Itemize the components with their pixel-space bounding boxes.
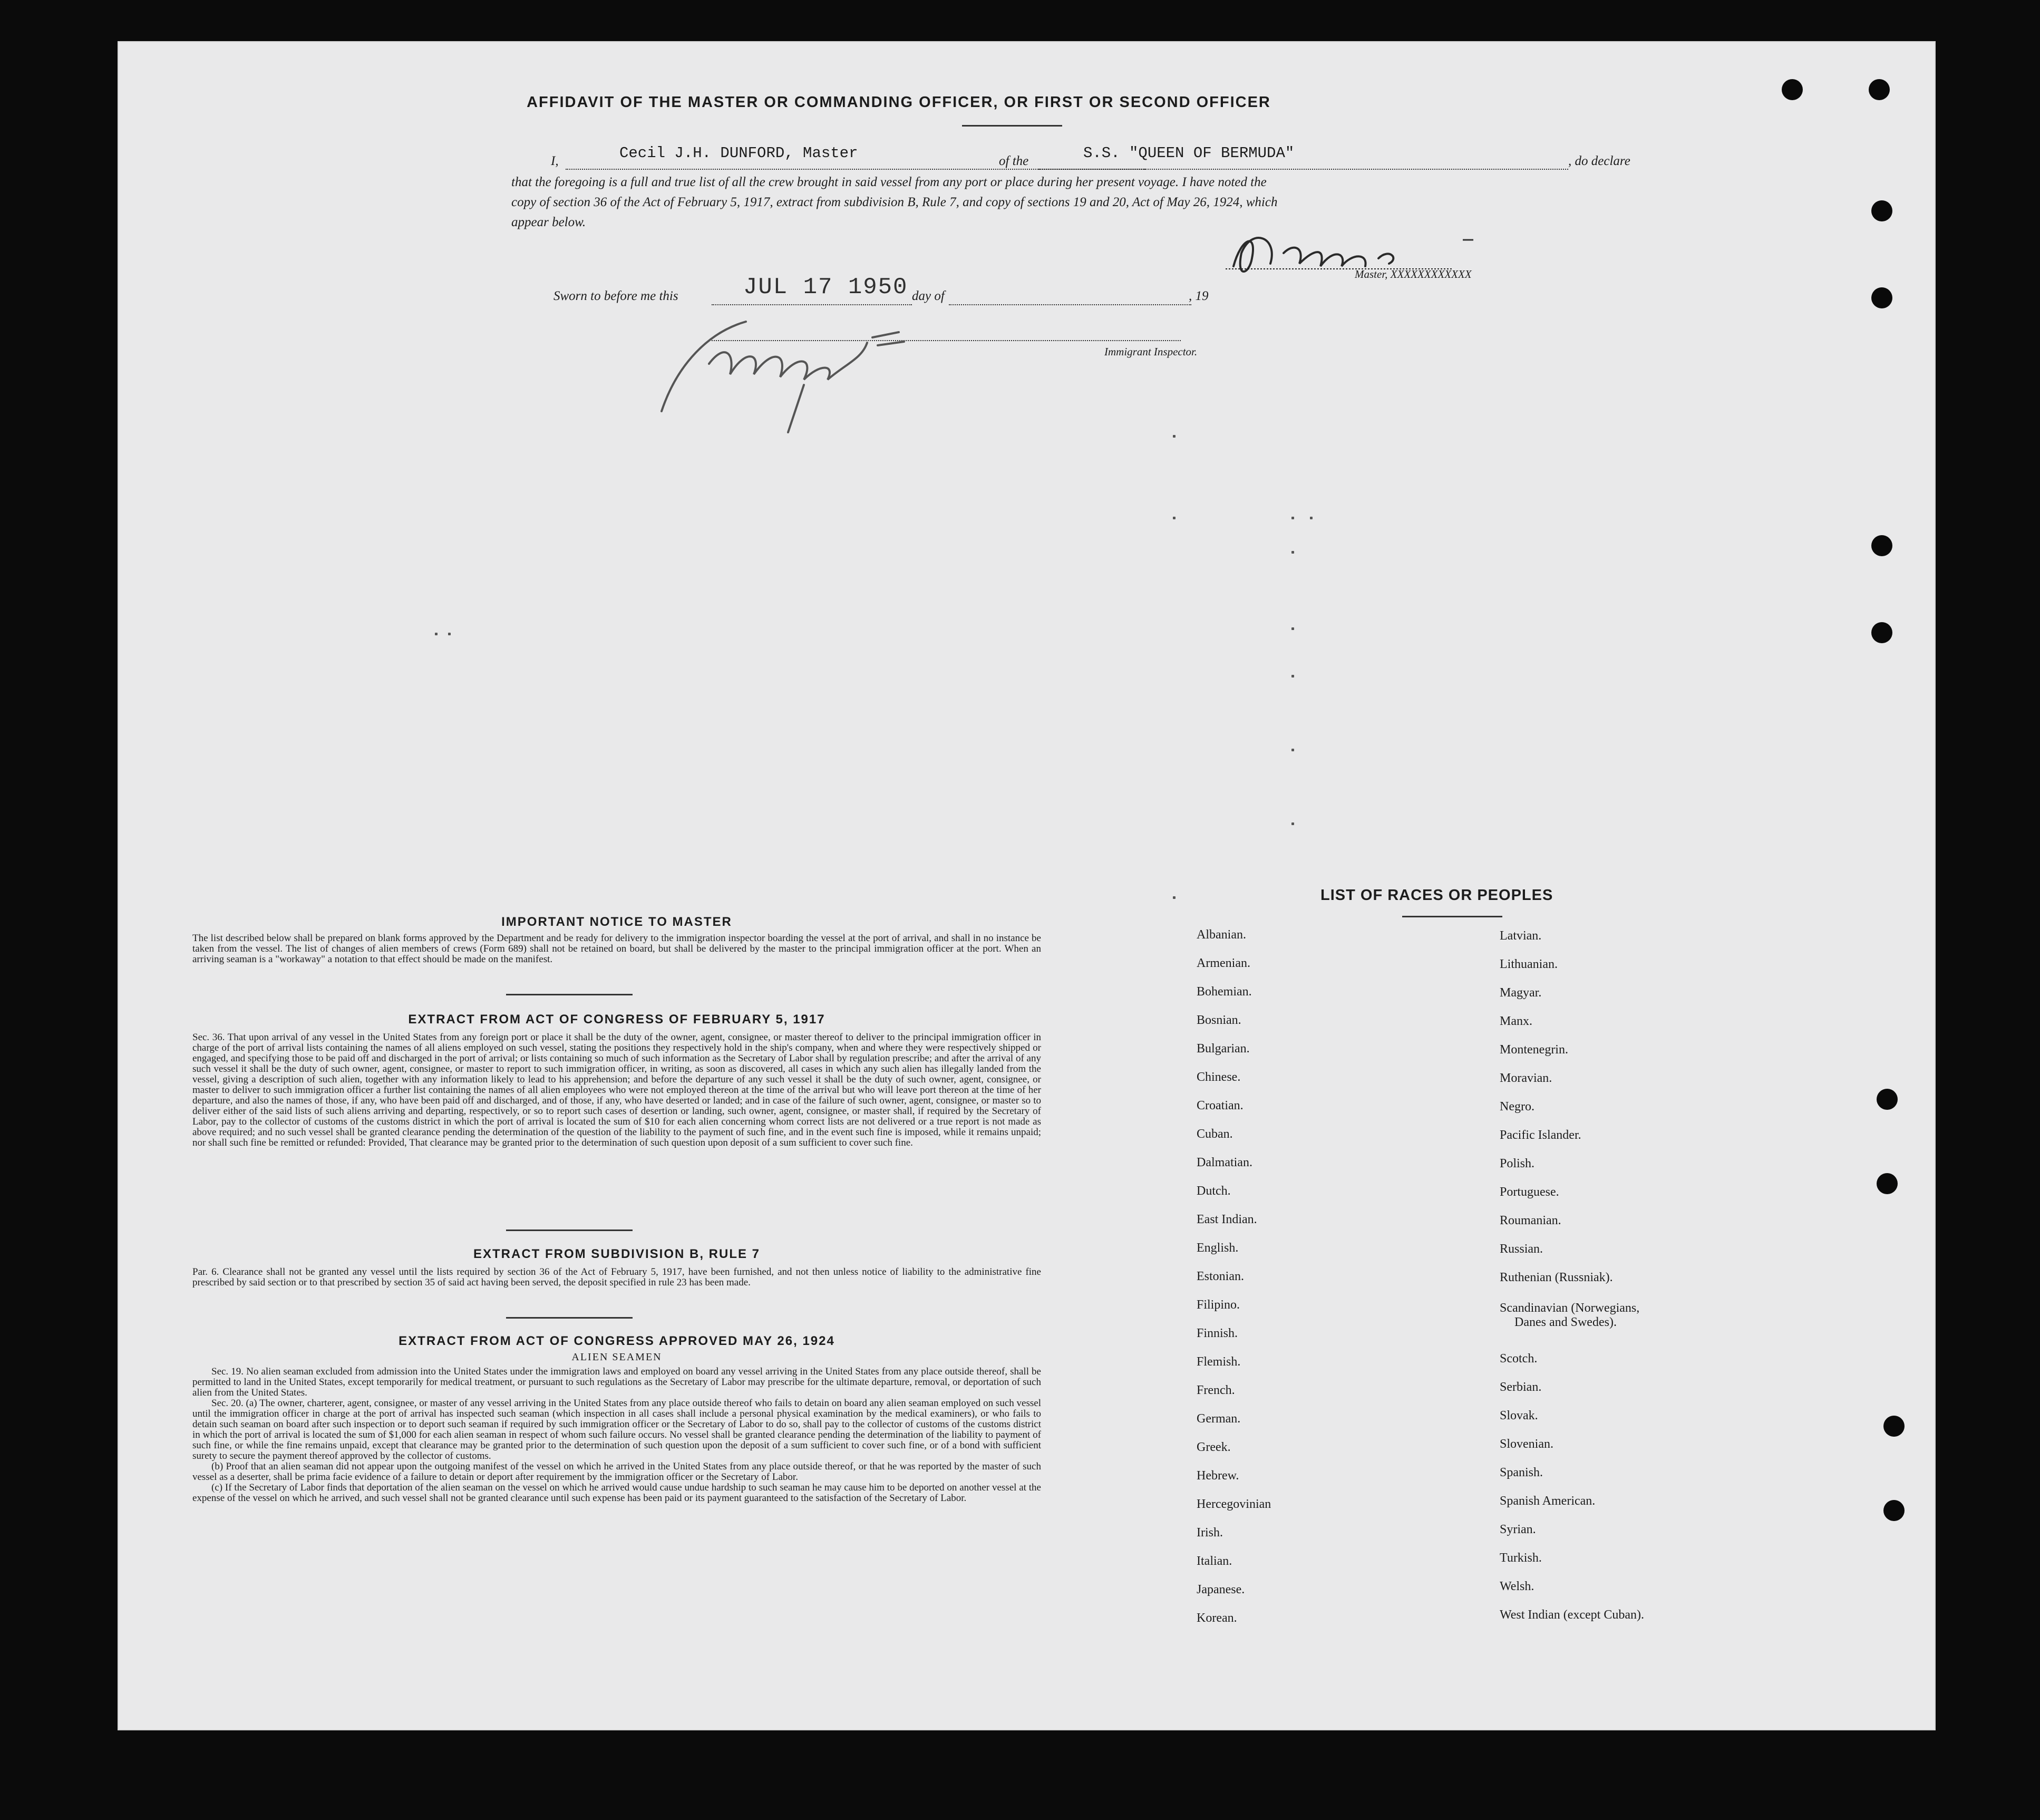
race-item: Bohemian.: [1197, 985, 1252, 999]
race-item: Serbian.: [1500, 1380, 1542, 1394]
race-item: Greek.: [1197, 1440, 1231, 1454]
month-line: [949, 304, 1191, 305]
do-declare-label: , do declare: [1568, 154, 1630, 168]
sec20c-text: (c) If the Secretary of Labor finds that deportation of the alien seaman on the vessel on which he arrived would cause undue hardship to such seaman he may cause him to be deported on another vessel at the expense of the vessel on which he arrived, and such vessel shall not be granted clearance until such expense has been paid or its payment guaranteed to the satisfaction of the Secretary of Labor.: [192, 1482, 1041, 1504]
vessel-name: S.S. "QUEEN OF BERMUDA": [1083, 144, 1295, 162]
act1924-body: [192, 1367, 1041, 1504]
race-item: Moravian.: [1500, 1071, 1552, 1085]
race-item: Filipino.: [1197, 1298, 1240, 1312]
punch-hole: [1871, 622, 1892, 643]
scan-mark: [1173, 896, 1176, 899]
race-item: Hebrew.: [1197, 1469, 1239, 1483]
sec19-text: Sec. 19. No alien seaman excluded from admission into the United States under the immigration laws and employed on board any vessel arriving in the United States from any place outside thereof, shall be permitted to land in the United States, except temporarily for medical treatment, or pursuant to such regulations as the Secretary of Labor may prescribe for the ultimate departure, removal, or deportation of such alien from the United States.: [192, 1366, 1041, 1398]
race-item: Korean.: [1197, 1611, 1237, 1625]
race-item: Bosnian.: [1197, 1013, 1241, 1027]
master-caption: Master, XXXXXXXXXXXX: [1355, 268, 1472, 280]
scan-mark: [435, 633, 438, 635]
declaration-line-3: appear below.: [511, 215, 586, 229]
race-item: Montenegrin.: [1500, 1043, 1568, 1057]
inspector-signature: [646, 301, 941, 438]
race-item: Bulgarian.: [1197, 1042, 1250, 1056]
race-item: English.: [1197, 1241, 1239, 1255]
date-stamp: JUL 17 1950: [743, 274, 908, 301]
punch-hole: [1877, 1089, 1898, 1110]
document-page: [119, 42, 1935, 1729]
sec20b-text: (b) Proof that an alien seaman did not appear upon the outgoing manifest of the vessel on which he arrived in the United States from any place outside thereof, or that he was reported by the master of such vessel as a deserter, shall be prima facie evidence of a failure to detain or deport after requirement by the immigration officer or the Secretary of Labor.: [192, 1461, 1041, 1483]
notice-heading: IMPORTANT NOTICE TO MASTER: [501, 915, 732, 929]
race-item: Danes and Swedes).: [1514, 1315, 1617, 1329]
race-item: Russian.: [1500, 1242, 1543, 1256]
affidavit-title: AFFIDAVIT OF THE MASTER OR COMMANDING OFFICER, OR FIRST OR SECOND OFFICER: [527, 94, 1271, 111]
declaration-line-2: copy of section 36 of the Act of February 5, 1917, extract from subdivision B, Rule 7, and copy of sections 19 and 20, Act of May 26, 1924, which: [511, 195, 1278, 209]
race-item: Welsh.: [1500, 1580, 1534, 1593]
scan-mark: [1291, 822, 1294, 825]
race-item: Spanish American.: [1500, 1494, 1596, 1508]
act1924-heading: EXTRACT FROM ACT OF CONGRESS APPROVED MAY 26, 1924: [399, 1334, 835, 1348]
race-item: East Indian.: [1197, 1213, 1257, 1226]
race-item: Latvian.: [1500, 929, 1542, 943]
scan-mark: [1173, 517, 1176, 519]
title-divider: [962, 125, 1062, 127]
race-item: Scotch.: [1500, 1352, 1538, 1366]
year-prefix: , 19: [1189, 289, 1209, 303]
race-item: Japanese.: [1197, 1583, 1245, 1596]
race-item: French.: [1197, 1383, 1235, 1397]
punch-hole: [1877, 1173, 1898, 1194]
scan-mark: [448, 633, 451, 635]
race-item: Finnish.: [1197, 1327, 1238, 1340]
master-name: Cecil J.H. DUNFORD, Master: [619, 144, 858, 162]
race-item: Chinese.: [1197, 1070, 1241, 1084]
rule7-text: Par. 6. Clearance shall not be granted any vessel until the lists required by section 36 of the Act of February 5, 1917, have been furnished, and not then unless notice of liability to the administrative fine prescribed by said section or to that prescribed by section 35 of said act having been served, the deposit specified in rule 23 has been made.: [192, 1266, 1041, 1288]
race-item: Italian.: [1197, 1554, 1232, 1568]
sec20a-text: Sec. 20. (a) The owner, charterer, agent, consignee, or master of any vessel arriving in the United States from any place outside thereof who fails to detain on board any alien seaman employed on such vessel until the immigration officer in charge at the port of arrival has inspected such seaman (which inspection in all cases shall include a personal physical examination by the medical examiners), or who fails to detain such seaman on board after such inspection or to deport such seaman if required by such immigration officer or the Secretary of Labor to do so, shall pay to the collector of customs of the customs district in which the port of arrival is located the sum of $1,000 for each alien seaman in respect of whom such failure occurs. No vessel shall be granted clearance pending the determination of the liability to payment of such fine, or while the fine remains unpaid, except that clearance may be granted prior to the determination of such question upon the deposit of a sum sufficient to cover such fine, or of a bond with sufficient surety to secure the payment thereof approved by the collector of customs.: [192, 1398, 1041, 1461]
sworn-prefix: Sworn to before me this: [553, 289, 678, 303]
affidavit-pronoun: I,: [551, 154, 559, 168]
race-item: Polish.: [1500, 1157, 1535, 1170]
race-item: Dalmatian.: [1197, 1156, 1252, 1169]
race-item: Ruthenian (Russniak).: [1500, 1271, 1613, 1284]
race-item: Croatian.: [1197, 1099, 1244, 1112]
divider-3: [506, 1317, 633, 1319]
races-heading: LIST OF RACES OR PEOPLES: [1320, 887, 1553, 904]
scan-mark: [1173, 435, 1176, 438]
punch-hole: [1869, 79, 1890, 100]
race-item: Slovak.: [1500, 1409, 1538, 1422]
inspector-caption: Immigrant Inspector.: [1104, 345, 1198, 358]
race-item: Albanian.: [1197, 928, 1246, 942]
divider-2: [506, 1230, 633, 1231]
scan-mark: [1291, 627, 1294, 630]
race-item: Lithuanian.: [1500, 957, 1558, 971]
race-item: Cuban.: [1197, 1127, 1233, 1141]
vessel-name-line: [1038, 169, 1568, 170]
race-item: German.: [1197, 1412, 1241, 1426]
act1917-text: Sec. 36. That upon arrival of any vessel in the United States from any foreign port or place it shall be the duty of the owner, agent, consignee, or master thereof to deliver to the principal immigration officer in charge of the port of arrival lists containing the names of all aliens employed on such vessel, stating the positions they respectively hold in the ship's company, when and where they were respectively shipped or engaged, and specifying those to be paid off and discharged in the port of arrival; or lists containing so much of such information as the Secretary of Labor shall by regulation prescribe; and after the arrival of any such vessel it shall be the duty of such owner, agent, consignee, or master to report to such immigration officer, in writing, as soon as discovered, all cases in which any such alien has illegally landed from the vessel, giving a description of such alien, together with any information likely to lead to his apprehension; and before the departure of any such vessel it shall be the duty of such owner, agent, consignee, or master to deliver to such immigration officer a further list containing the names of all alien employees who were not employed thereon at the time of the arrival but who will leave port thereon at the time of her departure, and also the names of those, if any, who have been paid off and discharged, and of those, if any, who have deserted or landed; and in case of the failure of such owner, agent, consignee, or master so to deliver either of the said lists of such aliens arriving and departing, respectively, or so to report such cases of desertion or landing, such owner, agent, consignee, or master shall, if required by the Secretary of Labor, pay to the collector of customs of the customs district in which the port of arrival is located the sum of $10 for each alien concerning whom correct lists are not delivered or a true report is not made as above required; and no such vessel shall be granted clearance pending the determination of the question of the liability to the payment of such fine, and in the event such fine is imposed, while it remains unpaid; nor shall such fine be remitted or refunded: Provided, That clearance may be granted prior to the determination of such question upon deposit of a sum sufficient to cover such fine.: [192, 1032, 1041, 1148]
punch-hole: [1871, 200, 1892, 221]
punch-hole: [1871, 287, 1892, 308]
divider-1: [506, 994, 633, 995]
punch-hole: [1871, 535, 1892, 556]
race-item: Estonian.: [1197, 1270, 1244, 1283]
race-item: Hercegovinian: [1197, 1497, 1271, 1511]
race-item: Magyar.: [1500, 986, 1542, 1000]
punch-hole: [1782, 79, 1803, 100]
act1917-heading: EXTRACT FROM ACT OF CONGRESS OF FEBRUARY 5, 1917: [408, 1012, 825, 1027]
scan-mark: [1291, 551, 1294, 554]
race-item: Flemish.: [1197, 1355, 1241, 1369]
notice-text: The list described below shall be prepared on blank forms approved by the Department and be ready for delivery to the immigration inspector boarding the vessel at the port of arrival, and shall in no instance be taken from the vessel. The list of changes of alien members of crews (Form 689) shall not be retained on board, but shall be delivered by the master to the principal immigration officer at the port. When an arriving seaman is a "workaway" a notation to that effect should be made on the manifest.: [192, 933, 1041, 965]
of-the-label: of the: [999, 154, 1029, 168]
scan-mark: [1291, 517, 1294, 519]
race-item: Portuguese.: [1500, 1185, 1559, 1199]
race-item: West Indian (except Cuban).: [1500, 1608, 1644, 1622]
inspector-line: [712, 340, 1181, 341]
race-item: Dutch.: [1197, 1184, 1231, 1198]
rule7-heading: EXTRACT FROM SUBDIVISION B, RULE 7: [473, 1247, 761, 1261]
race-item: Spanish.: [1500, 1466, 1543, 1479]
race-item: Scandinavian (Norwegians,: [1500, 1301, 1640, 1315]
punch-hole: [1883, 1500, 1905, 1521]
race-item: Irish.: [1197, 1526, 1223, 1540]
race-item: Armenian.: [1197, 956, 1250, 970]
race-item: Roumanian.: [1500, 1214, 1561, 1227]
punch-hole: [1883, 1416, 1905, 1437]
race-item: Manx.: [1500, 1014, 1532, 1028]
race-item: Pacific Islander.: [1500, 1128, 1581, 1142]
scan-mark: [1291, 675, 1294, 677]
race-item: Negro.: [1500, 1100, 1534, 1114]
race-item: Syrian.: [1500, 1523, 1536, 1536]
scan-mark: [1291, 749, 1294, 751]
day-of-label: day of: [912, 289, 945, 303]
scan-mark: [1310, 517, 1313, 519]
race-item: Slovenian.: [1500, 1437, 1553, 1451]
act1924-subheading: ALIEN SEAMEN: [571, 1351, 662, 1363]
race-item: Turkish.: [1500, 1551, 1542, 1565]
declaration-line-1: that the foregoing is a full and true list of all the crew brought in said vessel from any port or place during her present voyage. I have noted the: [511, 175, 1267, 189]
races-divider: [1402, 916, 1502, 917]
